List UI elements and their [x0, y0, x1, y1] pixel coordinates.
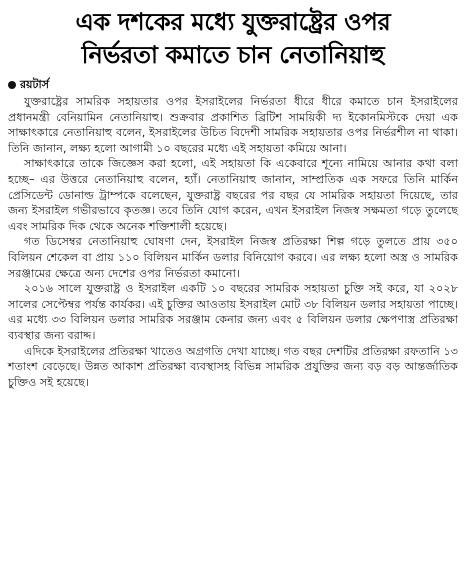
source-label: রয়টার্স [20, 78, 49, 91]
headline [8, 6, 458, 72]
paragraph: সাক্ষাৎকারে তাকে জিজ্ঞেস করা হলো, এই সহায়তা কি একেবারে শূন্যে নামিয়ে আনার কথা বলা হচ্ছে– এর উত্তরে নেতানিয়াহু বলেন, হ্যাঁ। নেতানিয়াহু জানান, সাম্প্রতিক এক সফরে তিনি মার্কিন প্রেসিডেন্ট ডোনাল্ড ট্রাম্পকে বলেছেন, যুক্তরাষ্ট্র বছরের পর বছর যে সামরিক সহায়তা দিয়েছে, তার জন্য ইসরাইল গভীরভাবে কৃতজ্ঞ। তবে তিনি যোগ করেন, এখন ইসরাইল নিজস্ব সক্ষমতা গড়ে তুলেছে এবং সামরিক দিক থেকে অনেক শক্তিশালী হয়েছে। [8, 157, 458, 233]
headline-line-1: এক দশকের মধ্যে যুক্তরাষ্ট্রের ওপর [75, 8, 391, 36]
paragraph: যুক্তরাষ্ট্রের সামরিক সহায়তার ওপর ইসরাইলের নির্ভরতা ধীরে ধীরে কমাতে চান ইসরাইলের প্রধানমন্ত্রী বেনিয়ামিন নেতানিয়াহু। শুক্রবার প্রকাশিত ব্রিটিশ সাময়িকী দ্য ইকোনমিস্টকে দেয়া এক সাক্ষাৎকারে নেতানিয়াহু বলেন, ইসরাইলের উচিত বিদেশী সামরিক সহায়তার ওপর নির্ভরশীল না থাকা। তিনি জানান, লক্ষ্য হলো আগামী ১০ বছরের মধ্যে এই সহায়তা কমিয়ে আনা। [8, 95, 458, 155]
paragraph: ২০১৬ সালে যুক্তরাষ্ট্র ও ইসরাইল একটি ১০ বছরের সামরিক সহায়তা চুক্তি সই করে, যা ২০২৮ সালের সেপ্টেম্বর পর্যন্ত কার্যকর। এই চুক্তির আওতায় ইসরাইল মোট ৩৮ বিলিয়ন ডলার সহায়তা পাচ্ছে। এর মধ্যে ৩৩ বিলিয়ন ডলার সামরিক সরঞ্জাম কেনার জন্য এবং ৫ বিলিয়ন ডলার ক্ষেপণাস্ত্র প্রতিরক্ষা ব্যবস্থার জন্য বরাদ্দ। [8, 282, 458, 342]
byline [8, 78, 458, 92]
article-body [8, 94, 458, 390]
paragraph: এদিকে ইসরাইলের প্রতিরক্ষা খাতেও অগ্রগতি দেখা যাচ্ছে। গত বছর দেশটির প্রতিরক্ষা রফতানি ১৩ শতাংশ বেড়েছে। উন্নত আকাশ প্রতিরক্ষা ব্যবস্থাসহ বিভিন্ন সামরিক প্রযুক্তির জন্য বড় বড় আন্তর্জাতিক চুক্তিও সই হয়েছে। [8, 344, 458, 389]
bullet-icon [8, 81, 16, 89]
headline-line-2: নির্ভরতা কমাতে চান নেতানিয়াহু [81, 41, 385, 69]
paragraph: গত ডিসেম্বর নেতানিয়াহু ঘোষণা দেন, ইসরাইল নিজস্ব প্রতিরক্ষা শিল্প গড়ে তুলতে প্রায় ৩৫০ বিলিয়ন শেকেল বা প্রায় ১১০ বিলিয়ন মার্কিন ডলার বিনিয়োগ করবে। এর লক্ষ্য হলো অস্ত্র ও সামরিক সরঞ্জামের ক্ষেত্রে অন্য দেশের ওপর নির্ভরতা কমানো। [8, 235, 458, 280]
